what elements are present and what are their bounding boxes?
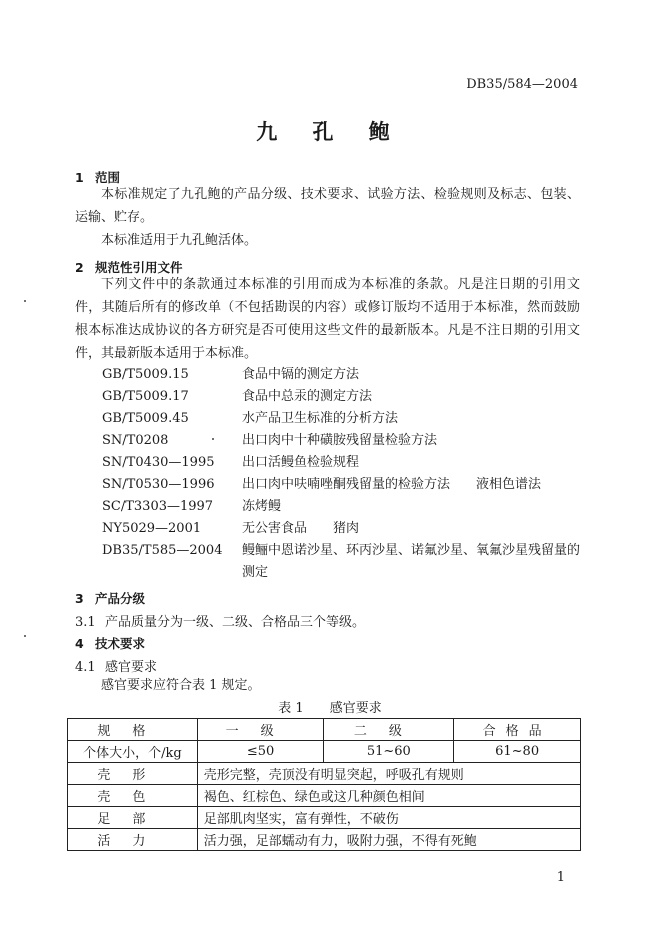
- reference-item: [102, 452, 582, 474]
- reference-code: NY5029—2001: [102, 521, 202, 536]
- section-1-paragraph-2: 本标准适用于九孔鲍活体。: [101, 233, 258, 248]
- reference-code: GB/T5009.15: [102, 367, 189, 382]
- reference-code: SN/T0430—1995: [102, 455, 215, 470]
- reference-desc: 出口肉中十种磺胺残留量检验方法: [242, 433, 438, 448]
- reference-code: GB/T5009.17: [102, 389, 189, 404]
- table-cell: 褐色、红棕色、绿色或这几种颜色相间: [197, 785, 580, 807]
- table-row-label: 个体大小，个/kg: [68, 741, 198, 763]
- table-cell: 足部肌肉坚实，富有弹性，不破伤: [197, 807, 580, 829]
- section-title: 规范性引用文件: [95, 260, 183, 275]
- section-4-heading: [75, 634, 145, 652]
- table-row: [68, 785, 581, 807]
- section-number: 3: [75, 591, 84, 606]
- section-4-paragraph-1: 感官要求应符合表 1 规定。: [101, 678, 261, 693]
- reference-item: [102, 540, 582, 584]
- clause-number: 3.1: [75, 615, 96, 630]
- reference-desc: 鳗鲡中恩诺沙星、环丙沙星、诺氟沙星、氧氟沙星残留量的测定: [242, 543, 581, 580]
- reference-item: [102, 364, 582, 386]
- section-title: 技术要求: [95, 636, 146, 651]
- table-row: [68, 829, 581, 851]
- section-1-paragraph-1: 本标准规定了九孔鲍的产品分级、技术要求、试验方法、检验规则及标志、包装、运输、贮存。: [75, 187, 580, 225]
- page-title: 九 孔 鲍: [256, 120, 404, 144]
- reference-code: SC/T3303—1997: [102, 499, 214, 514]
- table-cell: ≤50: [197, 741, 324, 763]
- table-row-label: 活力: [68, 829, 198, 851]
- reference-code: DB35/T585—2004: [102, 543, 223, 558]
- table-row: [68, 741, 581, 763]
- reference-item: [102, 430, 582, 452]
- clause-3-1: [75, 611, 365, 630]
- reference-item: [102, 408, 582, 430]
- table-header-cell: 一级: [197, 719, 324, 741]
- table-header-cell: 规格: [68, 719, 198, 741]
- reference-desc: 食品中总汞的测定方法: [242, 389, 373, 404]
- section-number: 1: [75, 170, 84, 185]
- reference-code: SN/T0530—1996: [102, 477, 215, 492]
- reference-desc: 食品中镉的测定方法: [242, 367, 360, 382]
- table-header-row: [68, 719, 581, 741]
- table-cell: 活力强，足部蠕动有力，吸附力强，不得有死鲍: [197, 829, 580, 851]
- reference-code: SN/T0208: [102, 433, 169, 448]
- reference-item: [102, 386, 582, 408]
- reference-item: [102, 518, 582, 540]
- table-row-label: 壳形: [68, 763, 198, 785]
- clause-text: 感官要求: [105, 660, 158, 675]
- scan-speck: [24, 300, 26, 302]
- reference-desc: 出口活鳗鱼检验规程: [242, 455, 360, 470]
- section-title: 产品分级: [95, 591, 146, 606]
- reference-desc: 无公害食品 猪肉: [242, 521, 360, 536]
- section-2-paragraph-1: 下列文件中的条款通过本标准的引用而成为本标准的条款。凡是注日期的引用文件，其随后所有的修改单（不包括勘误的内容）或修订版均不适用于本标准，然而鼓励根本标准达成协议的各方研究是否可使用这些文件的最新版本。凡是不注日期的引用文件，其最新版本适用于本标准。: [75, 277, 580, 361]
- reference-desc: 冻烤鳗: [242, 499, 282, 514]
- section-title: 范围: [95, 170, 121, 185]
- clause-4-1: [75, 656, 157, 675]
- reference-code: GB/T5009.45: [102, 411, 189, 426]
- section-3-heading: [75, 589, 145, 607]
- document-number: DB35/584—2004: [466, 77, 578, 92]
- page-number: 1: [556, 870, 565, 885]
- scan-speck: [212, 438, 214, 440]
- sensory-requirements-table: [67, 718, 581, 851]
- table-row: [68, 807, 581, 829]
- clause-text: 产品质量分为一级、二级、合格品三个等级。: [105, 615, 366, 630]
- reference-desc: 水产品卫生标准的分析方法: [242, 411, 399, 426]
- section-number: 2: [75, 260, 84, 275]
- table-caption: 表 1 感官要求: [278, 701, 382, 716]
- reference-item: [102, 496, 582, 518]
- clause-number: 4.1: [75, 660, 96, 675]
- table-row: [68, 763, 581, 785]
- table-header-cell: 合格品: [454, 719, 581, 741]
- reference-item: [102, 474, 582, 496]
- table-cell: 51~60: [324, 741, 454, 763]
- table-cell: 壳形完整，壳顶没有明显突起，呼吸孔有规则: [197, 763, 580, 785]
- table-row-label: 壳色: [68, 785, 198, 807]
- reference-desc: 出口肉中呋喃唑酮残留量的检验方法 液相色谱法: [242, 477, 542, 492]
- table-header-cell: 二级: [324, 719, 454, 741]
- section-number: 4: [75, 636, 84, 651]
- table-row-label: 足部: [68, 807, 198, 829]
- scan-speck: [24, 635, 26, 637]
- reference-list: [102, 364, 582, 584]
- table-cell: 61~80: [454, 741, 581, 763]
